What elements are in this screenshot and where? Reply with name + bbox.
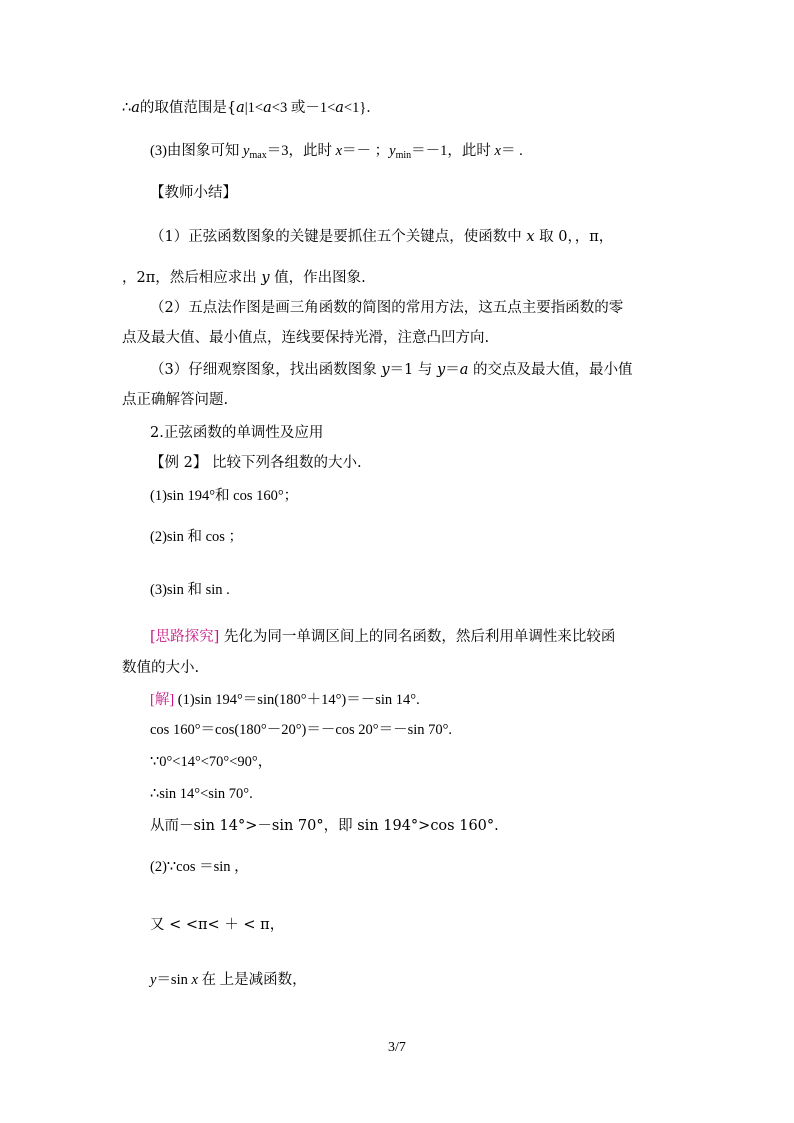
line-4 — [150, 227, 613, 247]
var: y — [389, 143, 396, 159]
var: a — [263, 100, 272, 116]
section-heading: 2.正弦函数的单调性及应用 — [150, 425, 324, 441]
var: y — [243, 143, 250, 159]
line-6: （2）五点法作图是画三角函数的简图的常用方法，这五点主要指函数的零 — [150, 300, 624, 316]
text: ＝ — [445, 362, 460, 378]
text: （3）仔细观察图象，找出函数图象 — [150, 362, 382, 378]
var: x — [335, 143, 343, 159]
text: 的取值范围是{ — [139, 100, 237, 116]
line-17 — [150, 690, 420, 710]
line-21: 从而－sin 14°>－sin 70°，即 sin 194°>cos 160°. — [150, 818, 499, 834]
var: y — [150, 972, 157, 988]
text: (1)sin 194°＝sin(180°＋14°)＝－sin 14°. — [174, 692, 420, 708]
line-20: ∴sin 14°<sin 70°. — [150, 786, 253, 802]
subscript: min — [395, 150, 412, 161]
solution-tag: [解] — [150, 692, 175, 708]
text: ＝－1，此时 — [411, 143, 495, 159]
line-23: 又 < <π< ＋ < π， — [150, 917, 285, 933]
line-5 — [122, 268, 366, 288]
text: ＝sin — [156, 972, 192, 988]
text: 的交点及最大值，最小值 — [468, 362, 633, 378]
var: a — [236, 100, 245, 116]
line-24 — [150, 970, 307, 990]
var: x — [494, 143, 501, 159]
var: y — [261, 270, 270, 286]
text: <1}． — [343, 100, 381, 116]
text: 取 0，，π， — [534, 229, 614, 245]
text: ∴ — [122, 100, 132, 116]
line-8 — [150, 360, 632, 380]
problem-2: (2)sin 和 cos ； — [150, 529, 244, 545]
text: ＝ . — [500, 143, 523, 159]
line-2 — [150, 141, 523, 161]
page-number: 3/7 — [388, 1040, 406, 1055]
line-16: 数值的大小. — [122, 660, 200, 676]
line-7: 点及最大值、最小值点，连线要保持光滑，注意凸凹方向. — [122, 330, 490, 346]
text: ＝3，此时 — [266, 143, 336, 159]
hint-tag: [思路探究] — [150, 629, 220, 645]
subscript: max — [249, 150, 267, 161]
text: 在 上是减函数， — [197, 972, 307, 988]
text: <3 或－1< — [271, 100, 336, 116]
example-heading: 【例 2】 比较下列各组数的大小. — [150, 455, 362, 471]
line-18: cos 160°＝cos(180°－20°)＝－cos 20°＝－sin 70°. — [150, 722, 453, 738]
line-1 — [122, 98, 381, 118]
text: ＝－ ； — [342, 143, 390, 159]
var: x — [191, 972, 198, 988]
line-15 — [150, 627, 615, 647]
text: |1< — [244, 100, 264, 116]
var: y — [381, 362, 390, 378]
text: ，2π，然后相应求出 — [122, 270, 262, 286]
text: 值，作出图象. — [269, 270, 366, 286]
var: y — [437, 362, 446, 378]
text: （1）正弦函数图象的关键是要抓住五个关键点，使函数中 — [150, 229, 527, 245]
line-19: ∵0°<14°<70°<90°， — [150, 754, 273, 770]
var: x — [526, 229, 535, 245]
text: (3)由图象可知 — [150, 143, 244, 159]
var: a — [131, 100, 140, 116]
var: a — [459, 362, 469, 378]
line-9: 点正确解答问题. — [122, 392, 229, 408]
text: ＝1 与 — [389, 362, 437, 378]
teacher-summary-heading: 【教师小结】 — [150, 185, 237, 201]
var: a — [335, 100, 344, 116]
line-22: (2)∵cos ＝sin ， — [150, 859, 249, 875]
problem-3: (3)sin 和 sin . — [150, 582, 230, 598]
problem-1: (1)sin 194°和 cos 160°； — [150, 488, 299, 504]
text: 先化为同一单调区间上的同名函数，然后利用单调性来比较函 — [219, 629, 616, 645]
